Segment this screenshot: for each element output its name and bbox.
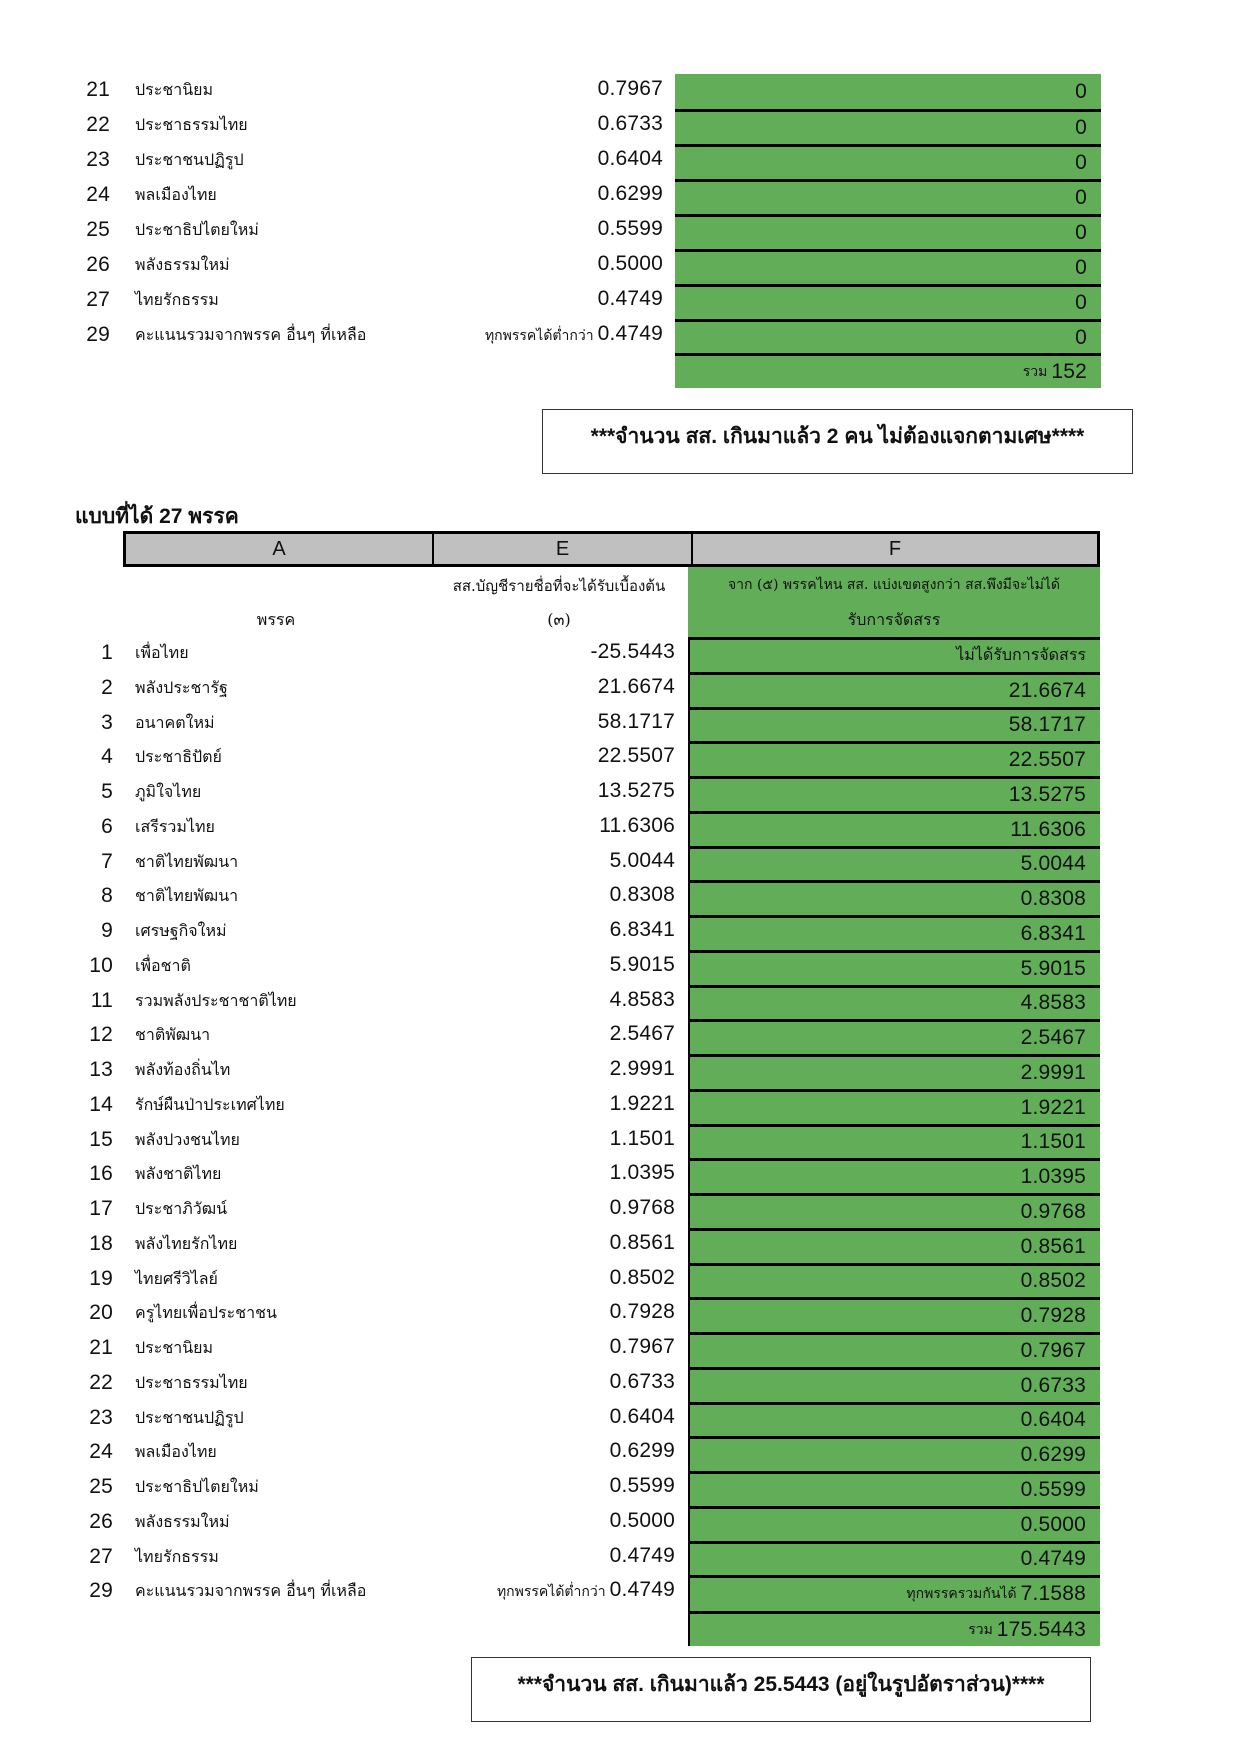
value-e bbox=[363, 182, 663, 206]
section2-note-box bbox=[471, 1657, 1091, 1722]
value-e-number: 0.6299 bbox=[597, 182, 663, 205]
value-f bbox=[688, 1541, 1100, 1576]
party-name: ไทยรักธรรม bbox=[135, 290, 219, 309]
title-number: 27 bbox=[159, 505, 183, 528]
value-f bbox=[688, 1158, 1100, 1193]
title-prefix: แบบที่ได้ bbox=[75, 505, 154, 528]
row-number: 12 bbox=[89, 1023, 113, 1047]
value-e bbox=[375, 1578, 675, 1603]
value-e-number: 58.1717 bbox=[597, 709, 675, 733]
note-prefix: ***จำนวน สส. เกินมาแล้ว bbox=[517, 1673, 754, 1696]
value-f bbox=[688, 1436, 1100, 1471]
row-number: 26 bbox=[89, 1509, 113, 1533]
row-number: 7 bbox=[101, 849, 113, 873]
value-e-number: 5.0044 bbox=[609, 848, 675, 872]
value-f-number: 0.7928 bbox=[1020, 1304, 1086, 1328]
value-f bbox=[688, 846, 1100, 881]
value-e-number: 0.5000 bbox=[597, 252, 663, 275]
value-e-number: 0.8308 bbox=[609, 883, 675, 907]
value-e-number: 0.7967 bbox=[597, 77, 663, 100]
value-e bbox=[363, 147, 663, 171]
value-e bbox=[375, 814, 675, 838]
value-f-number: 2.5467 bbox=[1020, 1026, 1086, 1050]
value-f bbox=[675, 284, 1101, 319]
total-value: 175.5443 bbox=[996, 1618, 1086, 1641]
row-number: 24 bbox=[86, 183, 110, 206]
party-name: ครูไทยเพื่อประชาชน bbox=[135, 1303, 277, 1323]
value-f-number: 0.8502 bbox=[1020, 1269, 1086, 1293]
row-number: 5 bbox=[101, 780, 113, 803]
value-f-number: 0 bbox=[1075, 151, 1087, 174]
value-e-number: 1.0395 bbox=[609, 1161, 675, 1185]
value-f bbox=[688, 1054, 1100, 1089]
row-number: 18 bbox=[89, 1231, 113, 1255]
value-e bbox=[375, 1266, 675, 1290]
party-name: พลเมืองไทย bbox=[135, 185, 217, 204]
party-name: พลังไทยรักไทย bbox=[135, 1233, 238, 1253]
value-f bbox=[688, 1297, 1100, 1332]
value-f-number: 2.9991 bbox=[1020, 1060, 1086, 1084]
value-e bbox=[375, 1474, 675, 1498]
value-f bbox=[688, 811, 1100, 846]
value-f-number: 11.6306 bbox=[1010, 817, 1086, 841]
column-header-row bbox=[123, 531, 1100, 567]
value-f-number: 1.0395 bbox=[1020, 1165, 1086, 1189]
value-e bbox=[375, 1509, 675, 1533]
total-label: รวม bbox=[968, 1622, 993, 1638]
party-name: พลังประชารัฐ bbox=[135, 677, 228, 697]
row-number: 25 bbox=[89, 1475, 113, 1498]
party-name: ประชาธิปไตยใหม่ bbox=[135, 1477, 259, 1496]
value-e bbox=[363, 322, 663, 347]
value-e-number: 0.7928 bbox=[609, 1300, 675, 1324]
value-e-number: 5.9015 bbox=[609, 952, 675, 976]
value-f-number: 0.9768 bbox=[1020, 1199, 1086, 1223]
value-f bbox=[688, 1263, 1100, 1298]
party-name: ประชาธิปัตย์ bbox=[135, 747, 222, 767]
value-e-number: 1.1501 bbox=[609, 1126, 675, 1150]
value-f-number: 0.7967 bbox=[1020, 1338, 1086, 1362]
party-name: คะแนนรวมจากพรรค อื่นๆ ที่เหลือ bbox=[135, 325, 367, 344]
value-e bbox=[375, 710, 675, 734]
value-e-number: 0.9768 bbox=[609, 1196, 675, 1219]
value-e bbox=[375, 1022, 675, 1046]
value-f bbox=[675, 109, 1101, 144]
value-e bbox=[375, 1544, 675, 1568]
value-f bbox=[675, 214, 1101, 249]
value-e bbox=[375, 1196, 675, 1220]
value-e bbox=[375, 953, 675, 977]
value-f-number: 0 bbox=[1075, 116, 1087, 139]
value-f bbox=[688, 950, 1100, 985]
value-e-number: 22.5507 bbox=[597, 744, 675, 768]
value-f bbox=[688, 1193, 1100, 1228]
party-name: รวมพลังประชาชาติไทย bbox=[135, 990, 297, 1010]
column-header-e[interactable]: E bbox=[432, 534, 691, 564]
party-name: ประชาชนปฏิรูป bbox=[135, 1407, 244, 1427]
value-f bbox=[675, 74, 1101, 109]
value-f bbox=[688, 1575, 1100, 1610]
row-number: 15 bbox=[89, 1127, 113, 1151]
value-e bbox=[375, 918, 675, 942]
row-number: 13 bbox=[89, 1058, 113, 1081]
party-name: คะแนนรวมจากพรรค อื่นๆ ที่เหลือ bbox=[135, 1581, 367, 1601]
value-f bbox=[688, 1471, 1100, 1506]
party-name: ประชาภิวัฒน์ bbox=[135, 1199, 228, 1218]
value-f bbox=[688, 985, 1100, 1020]
value-e bbox=[375, 1092, 675, 1116]
value-f-number: 0 bbox=[1075, 291, 1087, 314]
party-name: เศรษฐกิจใหม่ bbox=[135, 921, 227, 940]
value-f-number: 0 bbox=[1075, 79, 1087, 103]
value-e bbox=[375, 1405, 675, 1429]
value-f-number: 1.9221 bbox=[1020, 1095, 1086, 1119]
row-number: 8 bbox=[101, 884, 113, 908]
value-e bbox=[375, 988, 675, 1012]
section1-note-box bbox=[542, 409, 1133, 474]
total-label: รวม bbox=[1022, 364, 1048, 380]
value-e bbox=[375, 1057, 675, 1081]
value-e bbox=[363, 77, 663, 101]
value-e bbox=[375, 1439, 675, 1463]
value-f-number: 5.0044 bbox=[1020, 852, 1086, 876]
party-name: ประชาธรรมไทย bbox=[135, 1372, 248, 1392]
value-e-number: 0.4749 bbox=[609, 1578, 675, 1602]
value-f-number: 5.9015 bbox=[1020, 956, 1086, 980]
row-number: 29 bbox=[89, 1579, 113, 1603]
value-f bbox=[688, 1019, 1100, 1054]
value-f bbox=[688, 915, 1100, 950]
value-f-number: 4.8583 bbox=[1020, 991, 1086, 1015]
value-f bbox=[675, 179, 1101, 214]
row-number: 26 bbox=[86, 253, 110, 276]
value-f-prefix: ทุกพรรครวมกันได้ bbox=[906, 1586, 1017, 1603]
value-e bbox=[363, 252, 663, 276]
subheader-e-line2: (๓) bbox=[547, 610, 571, 629]
subheader-e-line1: สส.บัญชีรายชื่อที่จะได้รับเบื้องต้น bbox=[452, 577, 666, 595]
party-name: พลังท้องถิ่นไท bbox=[135, 1060, 231, 1079]
party-name: ภูมิใจไทย bbox=[135, 782, 202, 801]
row-number: 20 bbox=[89, 1301, 113, 1325]
value-f-number: 0.8308 bbox=[1020, 887, 1086, 911]
value-f bbox=[688, 776, 1100, 811]
value-e-number: 0.4749 bbox=[597, 287, 663, 310]
party-name: เพื่อชาติ bbox=[135, 955, 191, 975]
row-number: 16 bbox=[89, 1162, 113, 1186]
row-number: 6 bbox=[101, 814, 113, 838]
value-f-number: 0 bbox=[1075, 186, 1087, 209]
row-number: 22 bbox=[89, 1370, 113, 1394]
value-f-number: 22.5507 bbox=[1008, 748, 1086, 772]
row-number: 24 bbox=[89, 1440, 113, 1464]
value-e-number: 0.6733 bbox=[597, 112, 663, 135]
value-e bbox=[375, 849, 675, 873]
row-number: 23 bbox=[86, 148, 110, 171]
value-f bbox=[688, 880, 1100, 915]
value-f-number: 0.6299 bbox=[1020, 1443, 1086, 1467]
row-number: 9 bbox=[101, 919, 113, 942]
subheader-f-line1: จาก (๕) พรรคไหน สส. แบ่งเขตสูงกว่า สส.พึงมีจะไม่ได้ bbox=[727, 577, 1061, 593]
party-name: ประชานิยม bbox=[135, 80, 214, 99]
column-header-f[interactable]: F bbox=[691, 534, 1097, 564]
value-f-number: 13.5275 bbox=[1008, 782, 1086, 806]
value-e bbox=[375, 1231, 675, 1255]
value-e-number: 0.8502 bbox=[609, 1265, 675, 1289]
party-name: ชาติไทยพัฒนา bbox=[135, 886, 239, 906]
value-e bbox=[363, 217, 663, 241]
row-number: 25 bbox=[86, 218, 110, 241]
value-e-number: 21.6674 bbox=[597, 674, 675, 698]
party-name: ไทยรักธรรม bbox=[135, 1546, 219, 1566]
party-name: พลังชาติไทย bbox=[135, 1164, 222, 1184]
value-f-number: 0.6404 bbox=[1020, 1408, 1086, 1432]
value-f bbox=[688, 1332, 1100, 1367]
value-f bbox=[675, 144, 1101, 179]
value-f-number: 7.1588 bbox=[1020, 1582, 1086, 1606]
party-name: เสรีรวมไทย bbox=[135, 816, 215, 836]
row-number: 19 bbox=[89, 1266, 113, 1290]
value-e-number: 2.9991 bbox=[609, 1057, 675, 1080]
title-suffix: พรรค bbox=[188, 505, 239, 528]
value-e bbox=[375, 779, 675, 803]
party-name: ชาติพัฒนา bbox=[135, 1025, 211, 1045]
value-f-number: 0.5599 bbox=[1020, 1477, 1086, 1501]
value-f bbox=[688, 1367, 1100, 1402]
party-name: พลังธรรมใหม่ bbox=[135, 255, 230, 274]
total-value: 152 bbox=[1051, 360, 1087, 383]
value-f bbox=[688, 741, 1100, 776]
value-f-number: 0.5000 bbox=[1020, 1512, 1086, 1536]
value-e-number: 0.4749 bbox=[597, 322, 663, 345]
value-e bbox=[375, 640, 675, 664]
value-e-number: 0.7967 bbox=[609, 1335, 675, 1358]
row-number: 27 bbox=[89, 1544, 113, 1568]
value-e bbox=[363, 112, 663, 136]
column-header-a[interactable]: A bbox=[272, 537, 286, 560]
value-f bbox=[688, 1506, 1100, 1541]
value-f bbox=[688, 1228, 1100, 1263]
row-number: 10 bbox=[89, 953, 113, 977]
party-name: เพื่อไทย bbox=[135, 643, 189, 662]
value-f bbox=[688, 1124, 1100, 1159]
value-f-number: 21.6674 bbox=[1008, 678, 1086, 702]
value-e-prefix: ทุกพรรคได้ต่ำกว่า bbox=[496, 1584, 606, 1601]
subheader-f-line2: รับการจัดสรร bbox=[847, 610, 941, 629]
value-f bbox=[688, 707, 1100, 742]
row-number: 21 bbox=[89, 1336, 113, 1359]
party-name: พลังธรรมใหม่ bbox=[135, 1511, 230, 1531]
row-number: 3 bbox=[101, 710, 113, 734]
value-f-number: 0.6733 bbox=[1020, 1373, 1086, 1397]
value-f bbox=[688, 672, 1100, 707]
party-name: ชาติไทยพัฒนา bbox=[135, 851, 239, 871]
party-name: ประชาชนปฏิรูป bbox=[135, 150, 244, 169]
section2-total-row bbox=[688, 1611, 1100, 1646]
value-f-number: 1.1501 bbox=[1020, 1130, 1086, 1154]
value-f-number: 6.8341 bbox=[1020, 921, 1086, 945]
row-number: 2 bbox=[101, 675, 113, 699]
party-name: ไทยศรีวิไลย์ bbox=[135, 1268, 218, 1288]
value-e bbox=[375, 1370, 675, 1394]
party-name: อนาคตใหม่ bbox=[135, 712, 215, 732]
value-f bbox=[688, 1402, 1100, 1437]
party-name: ประชาธรรมไทย bbox=[135, 115, 248, 134]
value-e-number: 0.4749 bbox=[609, 1543, 675, 1567]
value-f-number: ไม่ได้รับการจัดสรร bbox=[956, 645, 1086, 665]
value-e bbox=[375, 675, 675, 699]
row-number: 27 bbox=[86, 288, 110, 311]
value-e-number: 0.6404 bbox=[609, 1404, 675, 1428]
note-suffix: **** bbox=[1011, 1673, 1045, 1696]
value-e bbox=[375, 1161, 675, 1185]
row-number: 11 bbox=[90, 988, 113, 1012]
value-e bbox=[375, 883, 675, 907]
value-e-number: -25.5443 bbox=[590, 640, 675, 663]
value-e bbox=[363, 287, 663, 311]
row-number: 29 bbox=[86, 323, 110, 346]
value-e-number: 0.5599 bbox=[609, 1474, 675, 1497]
party-name: ประชาธิปไตยใหม่ bbox=[135, 220, 259, 239]
row-number: 17 bbox=[89, 1197, 113, 1220]
row-number: 1 bbox=[101, 641, 113, 664]
note-value: 25.5443 (อยู่ในรูปอัตราส่วน) bbox=[753, 1673, 1012, 1696]
row-number: 4 bbox=[101, 745, 113, 769]
value-f-number: 0 bbox=[1075, 221, 1087, 244]
value-e-number: 4.8583 bbox=[609, 987, 675, 1011]
value-f bbox=[675, 319, 1101, 354]
value-e-number: 13.5275 bbox=[597, 779, 675, 802]
value-e-number: 0.8561 bbox=[609, 1230, 675, 1254]
row-number: 14 bbox=[89, 1092, 113, 1116]
value-f-number: 0 bbox=[1075, 256, 1087, 279]
row-number: 21 bbox=[86, 78, 110, 101]
value-e bbox=[375, 1300, 675, 1324]
value-e-number: 6.8341 bbox=[609, 918, 675, 941]
section1-note: ***จำนวน สส. เกินมาแล้ว 2 คน ไม่ต้องแจกตามเศษ**** bbox=[590, 425, 1085, 448]
party-name: พลังปวงชนไทย bbox=[135, 1129, 240, 1149]
value-e-number: 11.6306 bbox=[599, 813, 675, 837]
section2-title bbox=[75, 500, 239, 533]
value-f-number: 0.4749 bbox=[1020, 1547, 1086, 1571]
row-number: 22 bbox=[86, 113, 110, 136]
value-f bbox=[675, 249, 1101, 284]
section1-total-row bbox=[675, 353, 1101, 388]
value-e-number: 2.5467 bbox=[609, 1022, 675, 1046]
party-name: ประชานิยม bbox=[135, 1338, 214, 1357]
value-e-number: 1.9221 bbox=[609, 1091, 675, 1115]
value-f bbox=[688, 1089, 1100, 1124]
value-e bbox=[375, 744, 675, 768]
row-number: 23 bbox=[89, 1405, 113, 1429]
value-e-number: 0.6733 bbox=[609, 1369, 675, 1393]
value-f-number: 58.1717 bbox=[1008, 713, 1086, 737]
value-e-number: 0.5599 bbox=[597, 217, 663, 240]
value-f bbox=[688, 637, 1100, 672]
value-f-number: 0.8561 bbox=[1020, 1234, 1086, 1258]
value-e bbox=[375, 1127, 675, 1151]
value-e-number: 0.6299 bbox=[609, 1439, 675, 1463]
subheader-a: พรรค bbox=[256, 610, 296, 629]
party-name: รักษ์ผืนป่าประเทศไทย bbox=[135, 1094, 285, 1114]
value-e-prefix: ทุกพรรคได้ต่ำกว่า bbox=[484, 328, 594, 344]
value-e bbox=[375, 1335, 675, 1359]
value-e-number: 0.5000 bbox=[609, 1508, 675, 1532]
value-f-number: 0 bbox=[1075, 326, 1087, 349]
party-name: พลเมืองไทย bbox=[135, 1442, 217, 1462]
value-e-number: 0.6404 bbox=[597, 147, 663, 170]
